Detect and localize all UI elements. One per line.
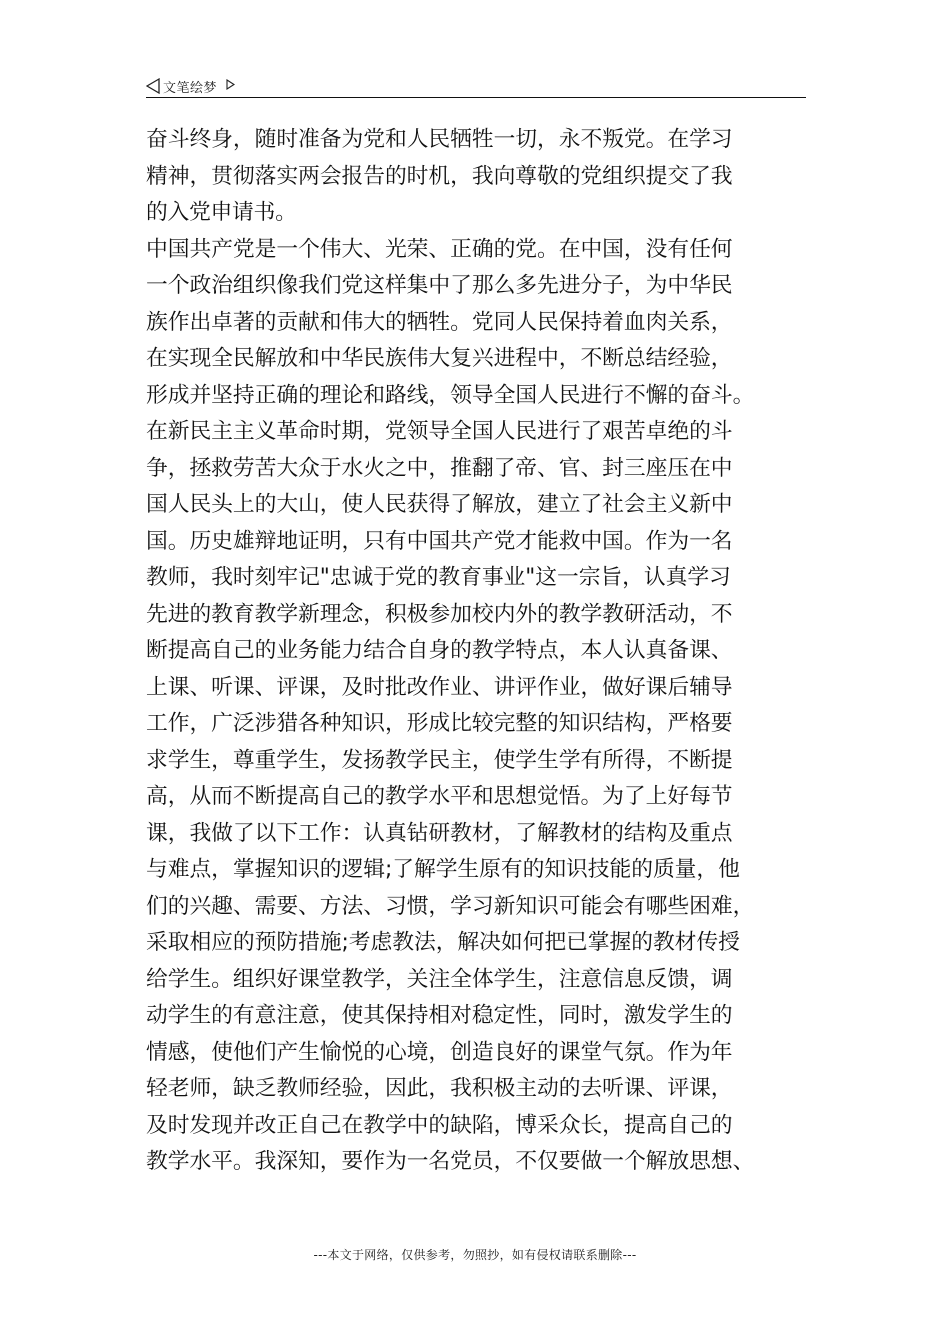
footer-disclaimer: ---本文于网络，仅供参考，勿照抄，如有侵权请联系删除--- [313, 1248, 637, 1262]
text-line: 国人民头上的大山，使人民获得了解放，建立了社会主义新中 [146, 492, 733, 517]
text-line: 争，拯救劳苦大众于水火之中，推翻了帝、官、封三座压在中 [146, 455, 733, 481]
text-line: 给学生。组织好课堂教学，关注全体学生，注意信息反馈，调 [146, 966, 733, 992]
text-line: 精神，贯彻落实两会报告的时机，我向尊敬的党组织提交了我 [146, 163, 733, 189]
header-divider [146, 97, 806, 98]
right-triangle-icon [226, 79, 235, 90]
text-line: 奋斗终身，随时准备为党和人民牺牲一切，永不叛党。在学习 [146, 127, 733, 152]
text-line: 形成并坚持正确的理论和路线，领导全国人民进行不懈的奋斗。 [146, 382, 755, 408]
text-line: 先进的教育教学新理念，积极参加校内外的教学教研活动，不 [146, 601, 733, 627]
page-header [146, 74, 806, 98]
text-line: 一个政治组织像我们党这样集中了那么多先进分子，为中华民 [146, 273, 733, 298]
text-line: 高，从而不断提高自己的教学水平和思想觉悟。为了上好每节 [146, 784, 733, 809]
text-line: 国。历史雄辩地证明，只有中国共产党才能救中国。作为一名 [146, 528, 733, 554]
text-line: 中国共产党是一个伟大、光荣、正确的党。在中国，没有任何 [146, 236, 733, 262]
text-line: 们的兴趣、需要、方法、习惯，学习新知识可能会有哪些困难， [146, 893, 755, 919]
text-line: 及时发现并改正自己在教学中的缺陷，博采众长，提高自己的 [146, 1112, 733, 1138]
text-line: 教师，我时刻牢记"忠诚于党的教育事业"这一宗旨，认真学习 [146, 565, 731, 590]
text-line: 动学生的有意注意，使其保持相对稳定性，同时，激发学生的 [146, 1003, 733, 1028]
text-line: 课，我做了以下工作：认真钻研教材，了解教材的结构及重点 [146, 820, 733, 846]
text-line: 轻老师，缺乏教师经验，因此，我积极主动的去听课、评课， [146, 1076, 733, 1101]
text-line: 在新民主主义革命时期，党领导全国人民进行了艰苦卓绝的斗 [146, 419, 733, 444]
text-line: 与难点，掌握知识的逻辑;了解学生原有的知识技能的质量，他 [146, 857, 740, 882]
text-line: 的入党申请书。 [146, 200, 297, 225]
text-line: 教学水平。我深知，要作为一名党员，不仅要做一个解放思想、 [146, 1149, 755, 1174]
text-line: 断提高自己的业务能力结合自身的教学特点，本人认真备课、 [146, 638, 733, 663]
text-line: 上课、听课、评课，及时批改作业、讲评作业，做好课后辅导 [146, 674, 733, 700]
header-title: 文笔绘梦 [163, 80, 218, 96]
text-line: 情感，使他们产生愉悦的心境，创造良好的课堂气氛。作为年 [146, 1039, 733, 1065]
document-body [146, 122, 810, 1181]
text-line: 在实现全民解放和中华民族伟大复兴进程中，不断总结经验， [146, 346, 733, 371]
text-line: 族作出卓著的贡献和伟大的牺牲。党同人民保持着血肉关系， [146, 309, 733, 335]
text-line: 采取相应的预防措施;考虑教法，解决如何把已掌握的教材传授 [146, 930, 740, 955]
left-triangle-icon [146, 78, 160, 94]
text-line: 求学生，尊重学生，发扬教学民主，使学生学有所得，不断提 [146, 747, 733, 773]
text-line: 工作，广泛涉猎各种知识，形成比较完整的知识结构，严格要 [146, 711, 733, 736]
